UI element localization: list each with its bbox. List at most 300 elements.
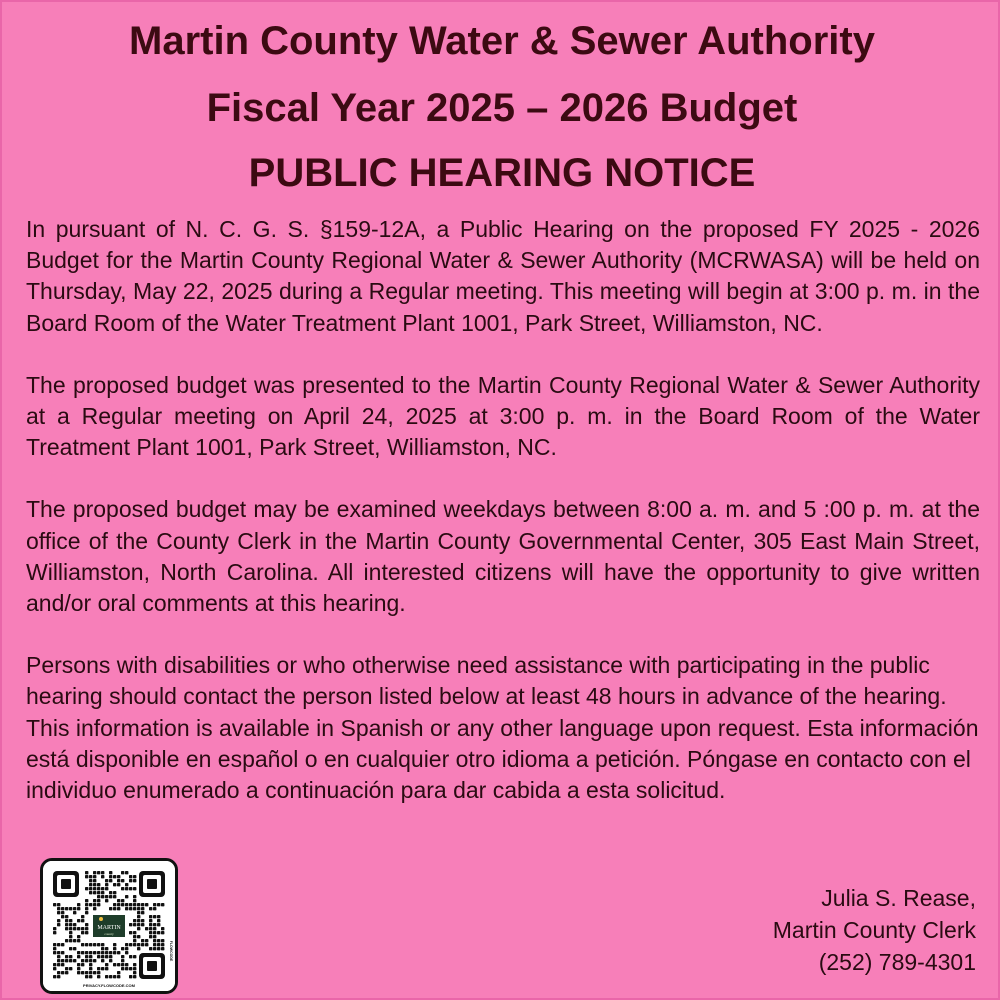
- qr-module: [141, 919, 144, 922]
- qr-module: [69, 959, 72, 962]
- qr-module: [57, 911, 60, 914]
- qr-module: [61, 959, 64, 962]
- qr-module: [133, 971, 136, 974]
- qr-module: [125, 951, 128, 954]
- qr-module: [109, 879, 112, 882]
- qr-module: [117, 875, 120, 878]
- qr-module: [69, 947, 72, 950]
- page-title: Martin County Water & Sewer Authority: [129, 19, 875, 63]
- qr-module: [93, 887, 96, 890]
- qr-module: [157, 923, 160, 926]
- qr-module: [125, 907, 128, 910]
- qr-module: [153, 927, 156, 930]
- paragraph-budget-examination: The proposed budget may be examined weekdays between 8:00 a. m. and 5 :00 p. m. at the office of the County Clerk in the Martin County Governmental Center, 305 East Main Street, Williamston, North Carolina. All interested citizens will have the opportunity to give written and/or oral comments at this hearing.: [26, 496, 980, 617]
- qr-module: [77, 935, 80, 938]
- qr-module: [61, 915, 64, 918]
- qr-module: [109, 875, 112, 878]
- qr-module: [149, 935, 152, 938]
- qr-module: [101, 947, 104, 950]
- qr-module: [141, 911, 144, 914]
- qr-module: [141, 907, 144, 910]
- qr-module: [129, 887, 132, 890]
- qr-module: [81, 951, 84, 954]
- clerk-name: Julia S. Rease,: [821, 885, 976, 911]
- qr-module: [93, 899, 96, 902]
- qr-module: [125, 887, 128, 890]
- qr-module: [69, 939, 72, 942]
- qr-module: [81, 959, 84, 962]
- qr-module: [125, 895, 128, 898]
- qr-module: [145, 903, 148, 906]
- qr-finder-bottom-right: [139, 953, 165, 979]
- qr-module: [113, 903, 116, 906]
- qr-module: [121, 903, 124, 906]
- qr-module: [133, 939, 136, 942]
- qr-module: [133, 935, 136, 938]
- qr-module: [53, 947, 56, 950]
- qr-module: [153, 939, 156, 942]
- qr-module: [77, 919, 80, 922]
- qr-module: [113, 875, 116, 878]
- qr-module: [65, 927, 68, 930]
- budget-subtitle: Fiscal Year 2025 – 2026 Budget: [206, 86, 798, 130]
- qr-module: [101, 887, 104, 890]
- qr-module: [105, 947, 108, 950]
- qr-module: [77, 951, 80, 954]
- qr-module: [121, 963, 124, 966]
- qr-module: [141, 903, 144, 906]
- qr-module: [73, 927, 76, 930]
- qr-module: [105, 899, 108, 902]
- qr-module: [117, 951, 120, 954]
- qr-module: [85, 931, 88, 934]
- qr-module: [133, 899, 136, 902]
- qr-module: [89, 955, 92, 958]
- qr-module: [145, 939, 148, 942]
- qr-module: [121, 955, 124, 958]
- qr-module: [53, 975, 56, 978]
- qr-module: [137, 935, 140, 938]
- qr-module: [77, 939, 80, 942]
- qr-module: [153, 915, 156, 918]
- qr-module: [153, 907, 156, 910]
- qr-module: [133, 963, 136, 966]
- qr-module: [137, 907, 140, 910]
- qr-module: [57, 959, 60, 962]
- qr-module: [89, 951, 92, 954]
- qr-module: [117, 899, 120, 902]
- qr-module: [117, 963, 120, 966]
- qr-code[interactable]: [40, 858, 178, 994]
- qr-module: [97, 899, 100, 902]
- qr-module: [129, 955, 132, 958]
- qr-module: [57, 907, 60, 910]
- qr-module: [117, 975, 120, 978]
- qr-module: [85, 943, 88, 946]
- qr-side-text: FLOWCODE: [169, 940, 173, 962]
- qr-module: [97, 971, 100, 974]
- qr-module: [93, 903, 96, 906]
- qr-module: [137, 943, 140, 946]
- qr-module: [81, 919, 84, 922]
- qr-module: [149, 919, 152, 922]
- qr-module: [57, 975, 60, 978]
- qr-module: [121, 967, 124, 970]
- qr-module: [97, 903, 100, 906]
- martin-county-logo: [91, 913, 127, 939]
- qr-module: [69, 907, 72, 910]
- logo-text: MARTIN: [97, 925, 121, 931]
- qr-module: [85, 959, 88, 962]
- qr-module: [113, 947, 116, 950]
- qr-module: [125, 947, 128, 950]
- qr-module: [125, 883, 128, 886]
- qr-module: [157, 943, 160, 946]
- qr-module: [73, 923, 76, 926]
- qr-module: [133, 875, 136, 878]
- qr-module: [113, 951, 116, 954]
- qr-module: [153, 903, 156, 906]
- qr-module: [89, 875, 92, 878]
- qr-module: [129, 975, 132, 978]
- qr-module: [57, 919, 60, 922]
- qr-module: [85, 903, 88, 906]
- qr-module: [101, 955, 104, 958]
- qr-module: [137, 903, 140, 906]
- qr-module: [133, 967, 136, 970]
- qr-module: [101, 943, 104, 946]
- qr-module: [93, 883, 96, 886]
- qr-module: [125, 967, 128, 970]
- qr-module: [89, 971, 92, 974]
- qr-module: [109, 907, 112, 910]
- qr-module: [105, 883, 108, 886]
- qr-module: [133, 943, 136, 946]
- qr-module: [53, 903, 56, 906]
- qr-module: [81, 931, 84, 934]
- qr-module: [77, 971, 80, 974]
- qr-module: [109, 955, 112, 958]
- qr-module: [81, 971, 84, 974]
- qr-module: [65, 919, 68, 922]
- qr-module: [121, 871, 124, 874]
- qr-module: [101, 959, 104, 962]
- qr-module: [73, 911, 76, 914]
- qr-module: [89, 959, 92, 962]
- qr-module: [133, 919, 136, 922]
- qr-module: [77, 903, 80, 906]
- qr-module: [133, 975, 136, 978]
- qr-module: [109, 951, 112, 954]
- qr-module: [89, 963, 92, 966]
- qr-module: [121, 879, 124, 882]
- qr-module: [157, 947, 160, 950]
- qr-module: [129, 923, 132, 926]
- qr-module: [89, 975, 92, 978]
- qr-module: [85, 955, 88, 958]
- qr-module: [73, 907, 76, 910]
- qr-module: [93, 951, 96, 954]
- qr-module: [85, 951, 88, 954]
- qr-module: [149, 947, 152, 950]
- qr-module: [145, 943, 148, 946]
- qr-module: [161, 947, 164, 950]
- clerk-phone: (252) 789-4301: [818, 949, 976, 975]
- qr-module: [101, 871, 104, 874]
- qr-module: [69, 967, 72, 970]
- qr-module: [69, 955, 72, 958]
- qr-module: [105, 887, 108, 890]
- qr-module: [93, 875, 96, 878]
- qr-module: [85, 927, 88, 930]
- qr-module: [69, 935, 72, 938]
- qr-module: [93, 971, 96, 974]
- qr-module: [97, 975, 100, 978]
- qr-module: [105, 895, 108, 898]
- qr-module: [85, 899, 88, 902]
- qr-module: [137, 923, 140, 926]
- qr-module: [113, 975, 116, 978]
- qr-module: [57, 955, 60, 958]
- qr-module: [97, 943, 100, 946]
- qr-module: [137, 919, 140, 922]
- qr-module: [149, 907, 152, 910]
- qr-module: [97, 895, 100, 898]
- qr-module: [77, 907, 80, 910]
- qr-module: [129, 943, 132, 946]
- qr-module: [141, 939, 144, 942]
- logo-subtext: county: [104, 932, 114, 936]
- qr-module: [149, 923, 152, 926]
- qr-module: [125, 871, 128, 874]
- qr-finder-top-left: [53, 871, 79, 897]
- qr-module: [65, 959, 68, 962]
- qr-module: [149, 931, 152, 934]
- qr-module: [85, 911, 88, 914]
- qr-module: [153, 931, 156, 934]
- qr-module: [57, 943, 60, 946]
- qr-module: [113, 907, 116, 910]
- qr-module: [77, 955, 80, 958]
- qr-module: [133, 955, 136, 958]
- qr-module: [85, 875, 88, 878]
- qr-module: [153, 935, 156, 938]
- qr-module: [93, 959, 96, 962]
- qr-module: [125, 903, 128, 906]
- qr-footer-text: PRIVACY.FLOWCODE.COM: [83, 983, 135, 988]
- qr-module: [153, 923, 156, 926]
- signature-block: [616, 882, 976, 978]
- qr-module: [105, 951, 108, 954]
- qr-module: [153, 947, 156, 950]
- qr-module: [53, 927, 56, 930]
- qr-module: [89, 891, 92, 894]
- qr-module: [149, 927, 152, 930]
- qr-module: [101, 967, 104, 970]
- qr-module: [65, 967, 68, 970]
- qr-module: [89, 903, 92, 906]
- qr-module: [69, 923, 72, 926]
- qr-module: [129, 879, 132, 882]
- qr-module: [129, 903, 132, 906]
- qr-module: [137, 915, 140, 918]
- qr-module: [93, 907, 96, 910]
- qr-module: [53, 963, 56, 966]
- qr-module: [61, 943, 64, 946]
- qr-module: [133, 923, 136, 926]
- qr-module: [97, 871, 100, 874]
- qr-module: [121, 947, 124, 950]
- qr-module: [105, 955, 108, 958]
- qr-module: [81, 927, 84, 930]
- qr-module: [129, 967, 132, 970]
- qr-module: [69, 927, 72, 930]
- qr-module: [161, 903, 164, 906]
- qr-module: [93, 891, 96, 894]
- qr-module: [125, 963, 128, 966]
- qr-module: [77, 927, 80, 930]
- qr-module: [93, 871, 96, 874]
- qr-module: [121, 899, 124, 902]
- qr-module: [57, 971, 60, 974]
- qr-module: [153, 943, 156, 946]
- qr-module: [161, 939, 164, 942]
- qr-module: [157, 915, 160, 918]
- qr-module: [85, 907, 88, 910]
- qr-module: [161, 943, 164, 946]
- qr-module: [157, 919, 160, 922]
- qr-module: [65, 939, 68, 942]
- qr-module: [81, 943, 84, 946]
- qr-module: [113, 895, 116, 898]
- qr-module: [133, 931, 136, 934]
- qr-module: [133, 887, 136, 890]
- qr-module: [65, 955, 68, 958]
- clerk-title: Martin County Clerk: [772, 917, 976, 943]
- qr-module: [57, 903, 60, 906]
- qr-module: [73, 959, 76, 962]
- qr-module: [93, 879, 96, 882]
- qr-module: [77, 967, 80, 970]
- qr-module: [129, 875, 132, 878]
- qr-module: [61, 951, 64, 954]
- qr-module: [57, 963, 60, 966]
- paragraph-hearing-details: In pursuant of N. C. G. S. §159-12A, a Public Hearing on the proposed FY 2025 - 2026 Budget for the Martin County Regional Water & Sewer Authority (MCRWASA) will be held on Thursday, May 22, 2025 during a Regular meeting. This meeting will begin at 3:00 p. m. in the Board Room of the Water Treatment Plant 1001, Park Street, Williamston, NC.: [26, 216, 980, 336]
- notice-body: [26, 214, 980, 837]
- qr-module: [137, 947, 140, 950]
- qr-module: [105, 967, 108, 970]
- qr-module: [97, 887, 100, 890]
- qr-module: [93, 943, 96, 946]
- qr-module: [105, 963, 108, 966]
- qr-module: [97, 967, 100, 970]
- qr-module: [69, 931, 72, 934]
- qr-module: [137, 911, 140, 914]
- qr-module: [101, 951, 104, 954]
- qr-module: [113, 943, 116, 946]
- qr-module: [85, 975, 88, 978]
- paragraph-accessibility: Persons with disabilities or who otherwise need assistance with participating in the public hearing should contact the person listed below at least 48 hours in advance of the hearing. This information is available in Spanish or any other language upon request. Esta información está disponible en español o en cualquier otro idioma a petición. Póngase en contacto con el individuo enumerado a continuación para dar cabida a esta solicitud.: [26, 652, 979, 804]
- qr-module: [157, 939, 160, 942]
- qr-module: [113, 883, 116, 886]
- qr-module: [117, 907, 120, 910]
- qr-module: [109, 975, 112, 978]
- qr-module: [157, 931, 160, 934]
- qr-module: [137, 927, 140, 930]
- qr-module: [133, 895, 136, 898]
- qr-module: [61, 971, 64, 974]
- qr-module: [85, 887, 88, 890]
- qr-module: [77, 963, 80, 966]
- qr-module: [109, 959, 112, 962]
- qr-module: [97, 951, 100, 954]
- qr-module: [81, 915, 84, 918]
- qr-code-graphic: [43, 861, 175, 991]
- qr-module: [89, 883, 92, 886]
- qr-module: [81, 963, 84, 966]
- qr-module: [89, 879, 92, 882]
- paragraph-budget-presented: The proposed budget was presented to the Martin County Regional Water & Sewer Authority at a Regular meeting on April 24, 2025 at 3:00 p. m. in the Board Room of the Water Treatment Plant 1001, Park Street, Williamston, NC.: [26, 371, 980, 461]
- qr-module: [97, 883, 100, 886]
- qr-module: [121, 959, 124, 962]
- qr-module: [113, 891, 116, 894]
- qr-module: [101, 875, 104, 878]
- qr-module: [57, 923, 60, 926]
- qr-module: [105, 879, 108, 882]
- qr-module: [101, 891, 104, 894]
- qr-module: [141, 943, 144, 946]
- qr-module: [61, 963, 64, 966]
- qr-module: [125, 943, 128, 946]
- qr-module: [89, 967, 92, 970]
- qr-module: [65, 915, 68, 918]
- qr-module: [65, 907, 68, 910]
- qr-module: [57, 951, 60, 954]
- qr-module: [53, 951, 56, 954]
- qr-module: [117, 903, 120, 906]
- qr-finder-top-right: [139, 871, 165, 897]
- qr-module: [85, 971, 88, 974]
- qr-module: [117, 879, 120, 882]
- qr-module: [53, 967, 56, 970]
- qr-module: [117, 883, 120, 886]
- qr-module: [161, 927, 164, 930]
- qr-module: [65, 923, 68, 926]
- qr-module: [133, 879, 136, 882]
- qr-module: [129, 907, 132, 910]
- qr-module: [65, 971, 68, 974]
- qr-module: [61, 911, 64, 914]
- qr-module: [101, 895, 104, 898]
- qr-module: [97, 891, 100, 894]
- qr-module: [53, 943, 56, 946]
- qr-module: [73, 939, 76, 942]
- qr-module: [161, 931, 164, 934]
- qr-module: [61, 907, 64, 910]
- qr-module: [133, 903, 136, 906]
- qr-module: [85, 923, 88, 926]
- qr-module: [129, 931, 132, 934]
- qr-module: [53, 931, 56, 934]
- qr-module: [157, 903, 160, 906]
- qr-module: [121, 887, 124, 890]
- qr-module: [89, 943, 92, 946]
- qr-module: [69, 919, 72, 922]
- qr-module: [133, 907, 136, 910]
- notice-heading: PUBLIC HEARING NOTICE: [248, 151, 756, 195]
- qr-module: [149, 915, 152, 918]
- qr-module: [145, 927, 148, 930]
